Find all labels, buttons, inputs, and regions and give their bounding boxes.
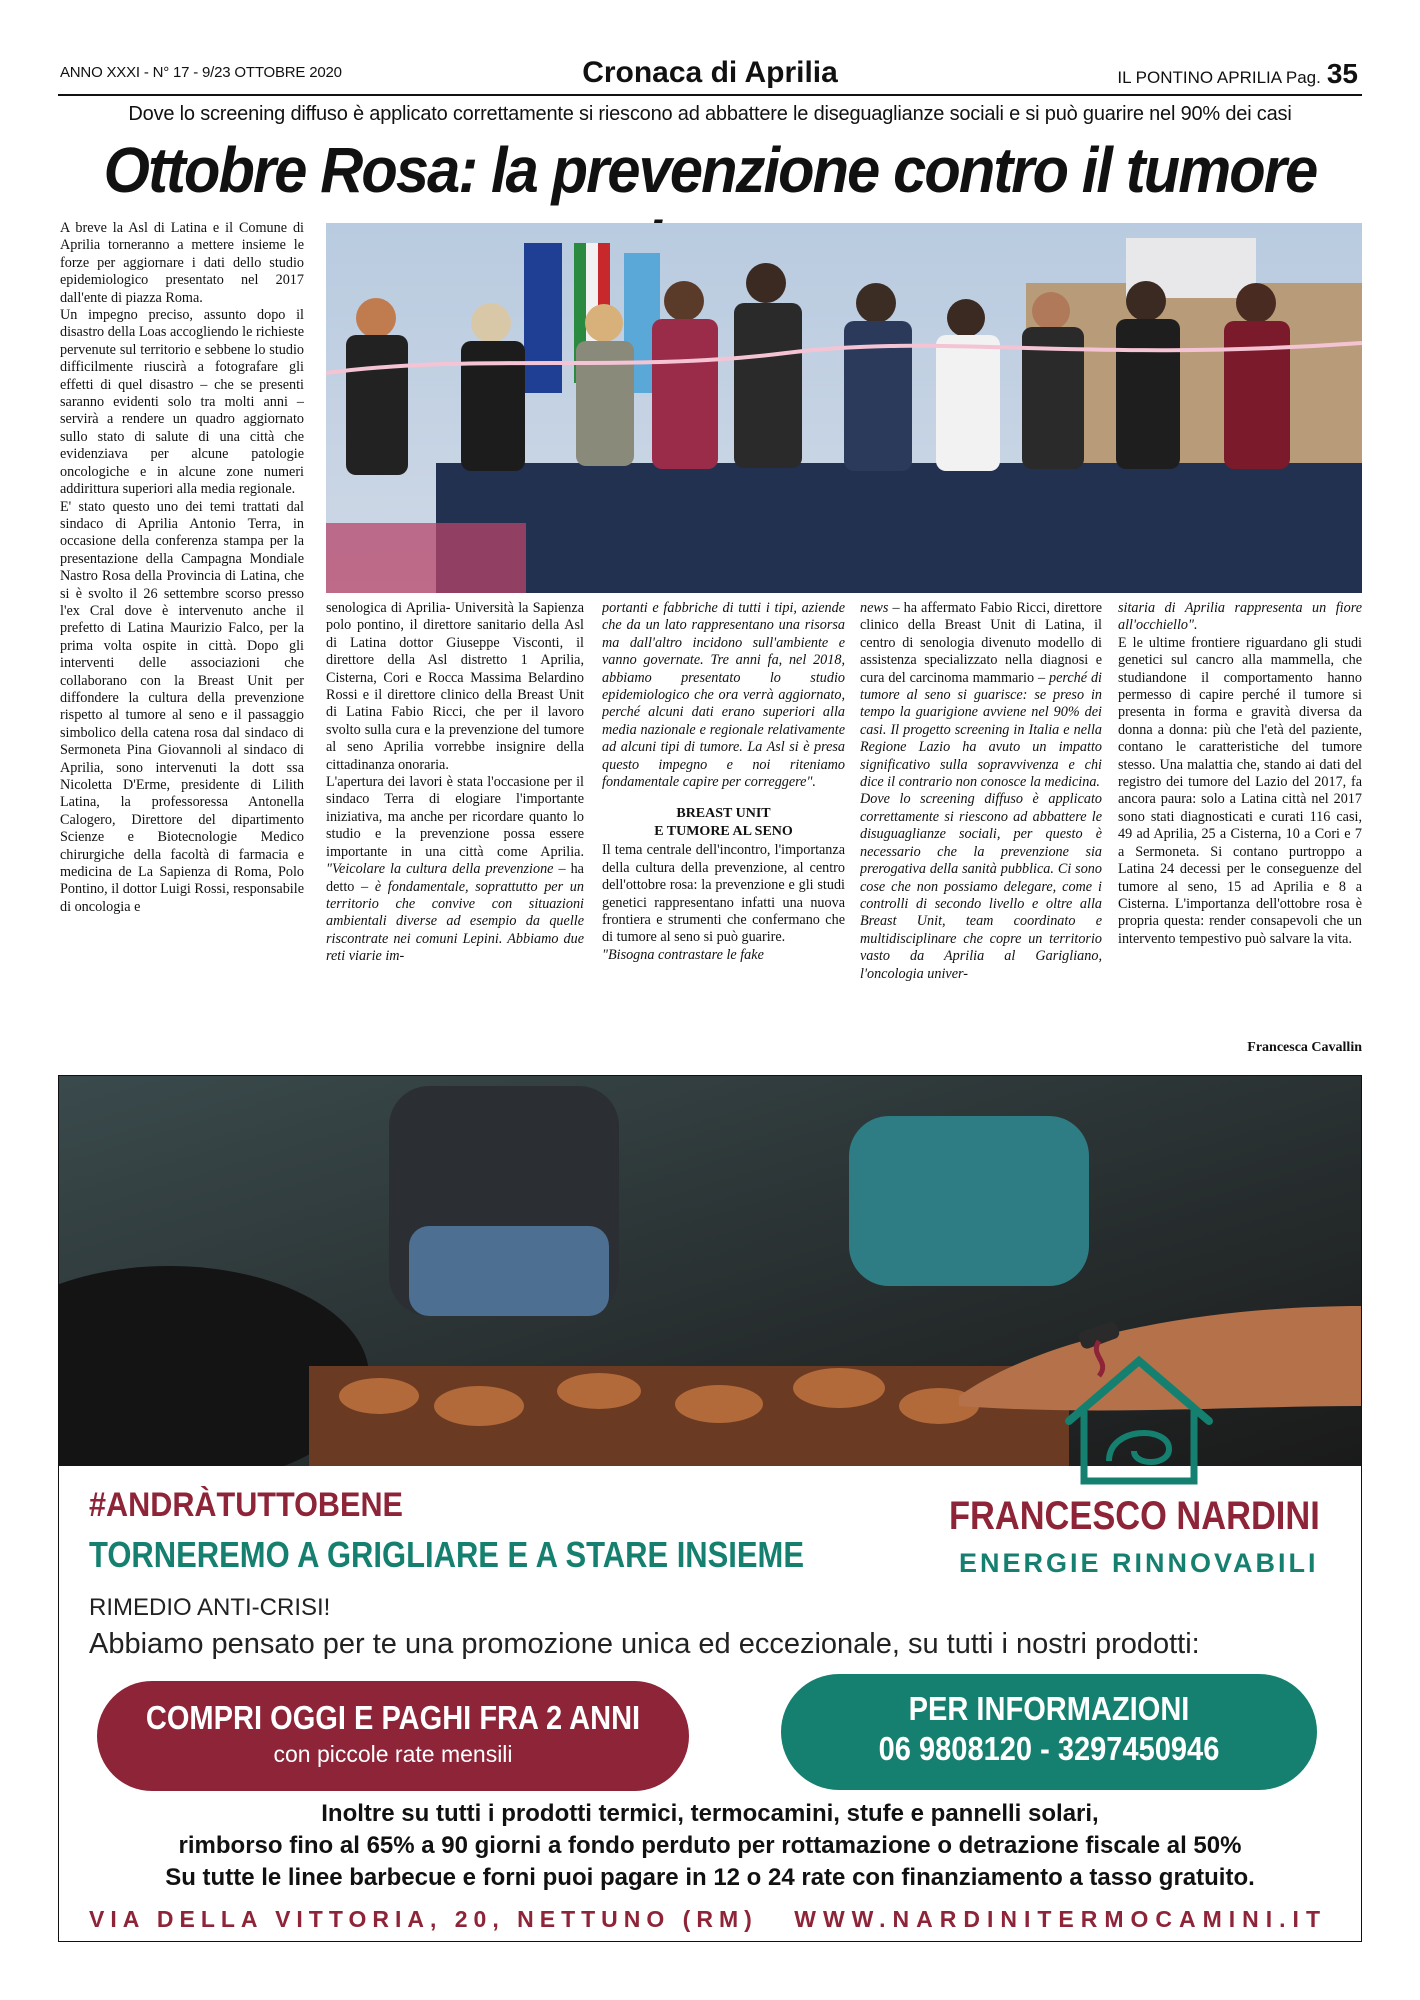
quote-run: è fondamentale, soprattutto per un territorio che convive con situazioni ambientali diverse ad esempio da quelle riscontrate nei comuni Lepini. Abbiamo due reti viarie im- bbox=[326, 878, 584, 965]
contact-phones: 06 9808120 - 3297450946 bbox=[878, 1730, 1220, 1767]
article-column-4 bbox=[860, 600, 1102, 1070]
ad-hashtag: #ANDRÀTUTTOBENE bbox=[89, 1486, 403, 1524]
paragraph: portanti e fabbriche di tutti i tipi, aziende che da un lato rappresentano una risorsa ma dall'altro incidono sull'ambiente e vanno governate. Tre anni fa, nel 2018, abbiamo presentato lo studio epidemiologico che ora verrà aggiornato, perché alcuni dati erano superiori alla media nazionale e regionale relativamente ad alcuni tipi di tumore. La Asl si è presa questo impegno e noi riteniamo fondamentale capire per correggere". bbox=[602, 600, 845, 791]
ad-info-line: Inoltre su tutti i prodotti termici, termocamini, stufe e pannelli solari, bbox=[321, 1800, 1099, 1827]
paragraph: Il tema centrale dell'incontro, l'importanza della cultura della prevenzione, al centro dell'ottobre rosa: la prevenzione e gli studi genetici rappresentano infatti una nuova frontiera e strumenti che confermano che di tumore al seno si può guarire. bbox=[602, 842, 845, 946]
quote-run: "Veicolare la cultura della prevenzione bbox=[326, 861, 554, 878]
quote-run: perché di tumore al seno si guarisce: se preso in tempo la guarigione avviene nel 90% dei casi. Il progetto screening in Italia e nella Regione Lazio ha avuto un impatto significativo sulla sopravvivenza e chi dice il contrario non conosce la medicina. bbox=[860, 669, 1102, 791]
nardini-logo-icon bbox=[1039, 1331, 1239, 1496]
contact-title: PER INFORMAZIONI bbox=[908, 1690, 1190, 1727]
section-title: Cronaca di Aprilia bbox=[582, 56, 838, 89]
ad-brand-name: FRANCESCO NARDINI bbox=[949, 1494, 1320, 1538]
paragraph: E le ultime frontiere riguardano gli studi genetici sul cancro alla mammella, che studiandone il comportamento hanno permesso di capire perché il tumore si presenta in forma e gravità diversa da donna a donna: più che l'età del paziente, contano le caratteristiche del tumore stesso. Una malattia che, stando ai dati del registro dei tumore del Lazio del 2017, fa ancora paura: solo a Latina città nel 2017 sono stati diagnosticati e curati 116 casi, 49 ad Aprilia, 25 a Cisterna, 10 a Cori e 7 a Sermoneta. Si contano purtroppo a Latina 24 decessi per le conseguenze del tumore al seno, 15 ad Aprilia e 8 a Cisterna. L'importanza dell'ottobre rosa è propria questa: render consapevoli che un intervento tempestivo può salvare la vita. bbox=[1118, 634, 1362, 947]
paragraph: Dove lo screening diffuso è applicato correttamente si riescono ad abbattere le disuguaglianze sociali, per questo è necessario che la prevenzione sia prerogativa della sanità pubblica. Ci sono cose che non possiamo delegare, come i controlli di secondo livello e oltre alla Breast Unit, team coordinato e multidisciplinare che copre un territorio vasto da Aprilia al Garigliano, l'oncologia univer- bbox=[860, 791, 1102, 982]
paragraph: sitaria di Aprilia rappresenta un fiore all'occhiello". bbox=[1118, 600, 1362, 634]
offer-title: COMPRI OGGI E PAGHI FRA 2 ANNI bbox=[145, 1699, 641, 1736]
ad-info-line: Su tutte le linee barbecue e forni puoi pagare in 12 o 24 rate con finanziamento a tasso gratuito. bbox=[165, 1864, 1255, 1891]
paragraph: senologica di Aprilia- Università la Sapienza polo pontino, il direttore sanitario della Asl di Latina dottor Giuseppe Visconti, il direttore della Asl distretto 1 Aprilia, Cisterna, Cori e Rocca Massima Belardino Rossi e il direttore clinico della Breast Unit di Latina Fabio Ricci, che per il lavoro svolto sulla cura e la prevenzione del tumore al seno Aprilia vorrebbe insignire della cittadinanza onoraria. bbox=[326, 600, 584, 773]
paragraph bbox=[860, 600, 1102, 791]
ad-contact-badge bbox=[781, 1674, 1317, 1790]
ad-promo-text: Abbiamo pensato per te una promozione unica ed eccezionale, su tutti i nostri prodotti: bbox=[89, 1628, 1200, 1660]
publication-name: IL PONTINO APRILIA Pag. bbox=[1117, 68, 1321, 87]
text-run: – ha affermato Fabio Ricci, direttore clinico della Breast Unit di Latina, il centro di senologia divenuto modello di assistenza specializzato nella diagnosi e cura del carcinoma mammario – bbox=[860, 600, 1102, 686]
press-conference-photo bbox=[326, 223, 1362, 593]
quote-run: news bbox=[860, 600, 889, 616]
subheading bbox=[602, 805, 845, 840]
article-headline: Ottobre Rosa: la prevenzione contro il tumore bbox=[103, 134, 1317, 206]
paragraph: A breve la Asl di Latina e il Comune di Aprilia torneranno a mettere insieme le forze per aggiornare i dati dello studio epidemiologico presentato nel 2017 dall'ente di piazza Roma. bbox=[60, 220, 304, 306]
ad-tagline: TORNEREMO A GRIGLIARE E A STARE INSIEME bbox=[89, 1534, 805, 1575]
paragraph: "Bisogna contrastare le fake bbox=[602, 946, 764, 963]
paragraph bbox=[326, 774, 584, 965]
text-run: L'apertura dei lavori è stata l'occasione per il sindaco Terra di elogiare l'importante iniziativa, ma anche per ricordare quanto lo studio e la prevenzione possa essere importante in una città come Aprilia. bbox=[326, 774, 584, 860]
ad-address: VIA DELLA VITTORIA, 20, NETTUNO (RM) bbox=[89, 1906, 758, 1932]
paragraph: Un impegno preciso, assunto dopo il disastro della Loas accogliendo le richieste pervenute sul territorio e sebbene lo studio difficilmente riuscirà a fotografare gli effetti di quel disastro – che se presenti saranno evidenti solo tra molti anni – servirà a rendere un quadro aggiornato sullo stato di salute di una città che evidenziava per alcune patologie oncologiche e in alcune zone numeri addirittura superiori alla media regionale. bbox=[60, 307, 304, 498]
article-column-2 bbox=[326, 600, 584, 1070]
ad-website: WWW.NARDINITERMOCAMINI.IT bbox=[794, 1906, 1327, 1932]
advertisement bbox=[58, 1075, 1362, 1942]
ad-payment-offer-badge bbox=[97, 1681, 689, 1791]
article-kicker: Dove lo screening diffuso è applicato correttamente si riescono ad abbattere le diseguaglianze sociali e si può guarire nel 90% dei casi bbox=[128, 103, 1292, 125]
paragraph: E' stato questo uno dei temi trattati dal sindaco di Aprilia Antonio Terra, in occasione della conferenza stampa per la presentazione della Campagna Mondiale Nastro Rosa della Provincia di Latina, che si è svolto il 26 settembre scorso presso l'ex Cral dove è intervenuto anche il prefetto di Latina Maurizio Falco, per la prima volta ospite in città. Dopo gli interventi delle associazioni che collaborano con la Breast Unit per diffondere la cultura della prevenzione rispetto al tumore al seno e il passaggio simbolico della catena rosa dal sindaco di Sermoneta Pina Giovannoli al sindaco di Aprilia, sono intervenuti la dott ssa Nicoletta D'Erme, presidente di Lilith Latina, la professoressa Antonella Calogero, Direttore del dipartimento Scienze e Biotecnologie Medico chirurgiche della facoltà di farmacia e medicina de La Sapienza di Roma, Polo Pontino, il dottor Luigi Rossi, responsabile di oncologia e bbox=[60, 498, 304, 915]
page-number: 35 bbox=[1326, 58, 1358, 89]
author-signature: Francesca Cavallin bbox=[1247, 1040, 1362, 1055]
subheading-text: BREAST UNIT E TUMORE AL SENO bbox=[654, 806, 793, 839]
page-label bbox=[1117, 58, 1358, 90]
article-column-3 bbox=[602, 600, 845, 1070]
article-column-5 bbox=[1118, 600, 1362, 1070]
offer-subtitle: con piccole rate mensili bbox=[273, 1741, 513, 1767]
article-column-1 bbox=[60, 220, 304, 1070]
ad-brand-subtitle: ENERGIE RINNOVABILI bbox=[959, 1548, 1319, 1578]
text-run: – ha detto – bbox=[326, 861, 584, 895]
header-rule bbox=[58, 94, 1362, 96]
ad-info-line: rimborso fino al 65% a 90 giorni a fondo perduto per rottamazione o detrazione fiscale al 50% bbox=[178, 1832, 1242, 1859]
ad-rimedio: RIMEDIO ANTI-CRISI! bbox=[89, 1594, 331, 1621]
issue-info: ANNO XXXI - N° 17 - 9/23 OTTOBRE 2020 bbox=[60, 64, 342, 81]
